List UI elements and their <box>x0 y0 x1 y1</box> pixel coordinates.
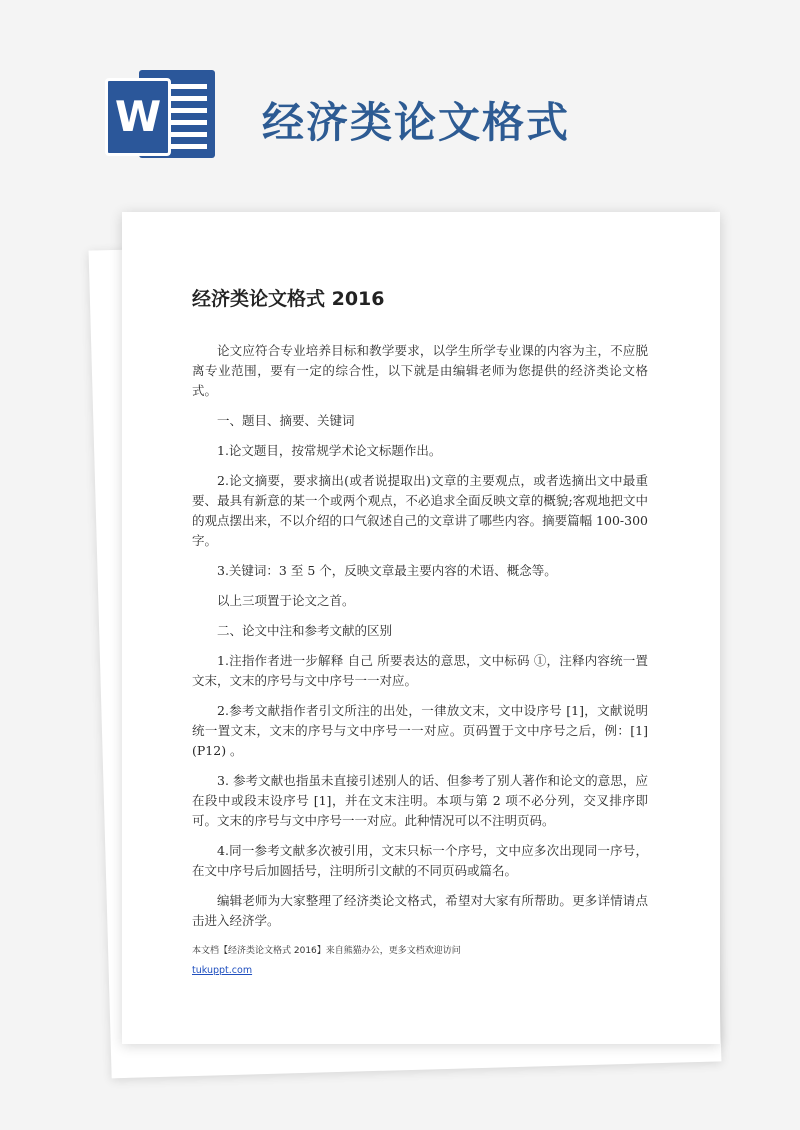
paragraph-note: 以上三项置于论文之首。 <box>217 593 355 608</box>
paragraph-item: 1.论文题目，按常规学术论文标题作出。 <box>217 443 442 458</box>
doc-line <box>169 120 207 125</box>
doc-line <box>169 132 207 137</box>
doc-line <box>169 96 207 101</box>
word-document-icon <box>105 70 217 158</box>
footer-note: 本文档【经济类论文格式 2016】来自熊猫办公，更多文档欢迎访问 <box>192 946 461 956</box>
document-page <box>122 212 720 1044</box>
paragraph-item: 3. 参考文献也指虽未直接引述别人的话、但参考了别人著作和论文的意思，应在段中或段末设序号 [1]，并在文末注明。本项与第 2 项不必分列，交叉排序即可。文末的序号与文中序号一一对应。此种情况可以不注明页码。 <box>192 773 648 828</box>
paragraph-item: 4.同一参考文献多次被引用，文末只标一个序号，文中应多次出现同一序号，在文中序号后加圆括号，注明所引文献的不同页码或篇名。 <box>192 843 648 878</box>
page-title: 经济类论文格式 <box>262 98 571 147</box>
paragraph-intro: 论文应符合专业培养目标和教学要求，以学生所学专业课的内容为主，不应脱离专业范围，要有一定的综合性，以下就是由编辑老师为您提供的经济类论文格式。 <box>192 343 648 398</box>
section-heading-1: 一、题目、摘要、关键词 <box>217 413 355 428</box>
doc-line <box>169 144 207 149</box>
document-content <box>192 284 648 977</box>
paragraph-item: 1.注指作者进一步解释 自己 所要表达的意思，文中标码 ①，注释内容统一置文末，文末的序号与文中序号一一对应。 <box>192 653 648 688</box>
paragraph-item: 2.参考文献指作者引文所注的出处，一律放文末，文中设序号 [1]，文献说明统一置文末，文末的序号与文中序号一一对应。页码置于文中序号之后，例：[1](P12) 。 <box>192 703 648 758</box>
word-letter-badge: W <box>105 78 171 156</box>
document-title: 经济类论文格式 2016 <box>192 288 385 310</box>
paragraph-closing: 编辑老师为大家整理了经济类论文格式，希望对大家有所帮助。更多详情请点击进入经济学。 <box>192 893 648 928</box>
section-heading-2: 二、论文中注和参考文献的区别 <box>217 623 393 638</box>
doc-line <box>169 84 207 89</box>
paragraph-item: 2.论文摘要，要求摘出(或者说提取出)文章的主要观点，或者选摘出文中最重要、最具有新意的某一个或两个观点，不必追求全面反映文章的概貌;客观地把文中的观点摆出来，不以介绍的口气叙述自己的文章讲了哪些内容。摘要篇幅 100-300 字。 <box>192 473 648 548</box>
header-banner <box>0 0 800 200</box>
footer-link[interactable]: tukuppt.com <box>192 965 253 976</box>
doc-line <box>169 108 207 113</box>
paragraph-item: 3.关键词：3 至 5 个，反映文章最主要内容的术语、概念等。 <box>217 563 557 578</box>
